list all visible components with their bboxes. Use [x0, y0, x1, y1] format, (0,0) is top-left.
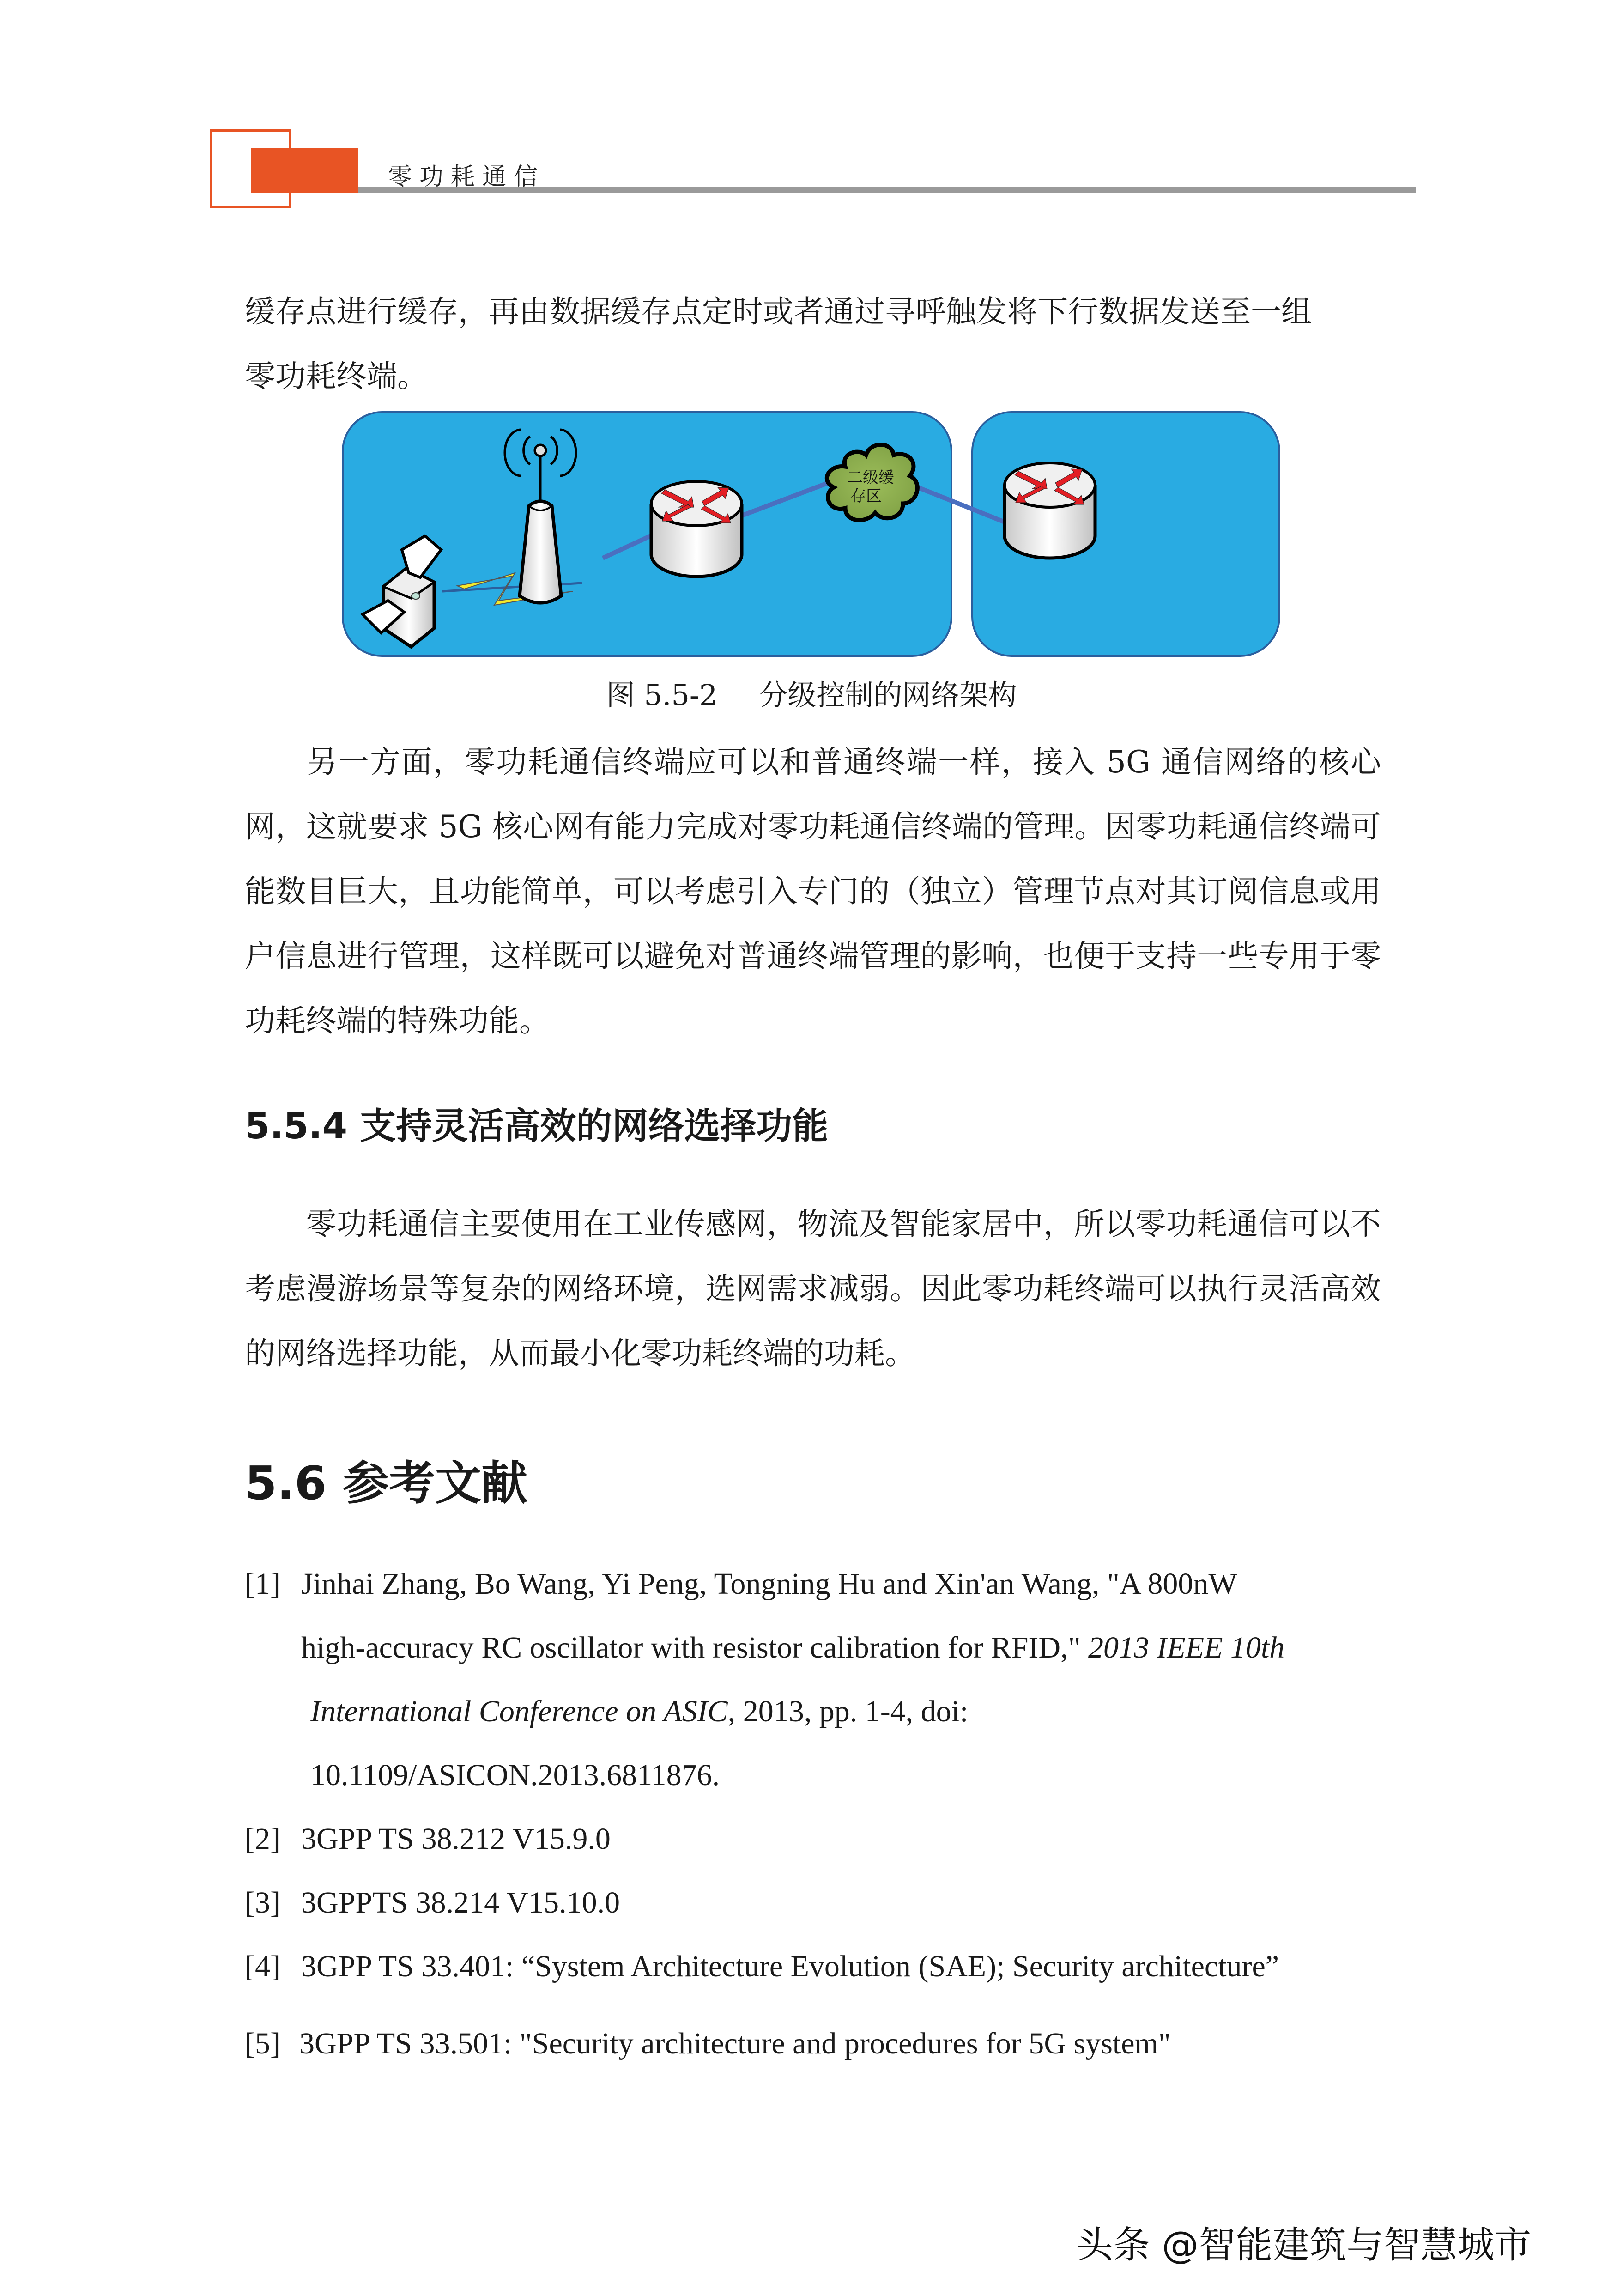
svg-text:二级缓: 二级缓 [847, 468, 894, 487]
section-heading-5-6: 5.6 参考文献 [245, 1456, 527, 1510]
figure-title: 分级控制的网络架构 [759, 678, 1017, 712]
section-heading-5-5-4: 5.5.4 支持灵活高效的网络选择功能 [245, 1105, 829, 1147]
paragraph-core-network: 另一方面，零功耗通信终端应可以和普通终端一样，接入 5G 通信网络的核心网，这就要求 5G 核心网有能力完成对零功耗通信终端的管理。因零功耗通信终端可能数目巨大，且功能简单，可以考虑引入专门的（独立）管理节点对其订阅信息或用户信息进行管理，这样既可以避免对普通终端管理的影响，也便于支持一些专用于零功耗终端的特殊功能。 [245, 744, 1381, 1039]
figure-caption [0, 672, 1623, 713]
core-router-icon [1005, 463, 1095, 558]
paragraph-continuation [245, 279, 1381, 409]
paragraph-network-selection: 零功耗通信主要使用在工业传感网，物流及智能家居中，所以零功耗通信可以不考虑漫游场景等复杂的网络环境，选网需求减弱。因此零功耗终端可以执行灵活高效的网络选择功能，从而最小化零功耗终端的功耗。 [245, 1206, 1381, 1371]
source-watermark: 头条 @智能建筑与智慧城市 [1076, 2223, 1532, 2266]
paragraph-line: 零功耗终端。 [245, 358, 428, 394]
reference-item-4: [4] 3GPP TS 33.401: “System Architecture Evolution (SAE); Security architecture” [245, 1950, 1279, 1983]
running-title: 零功耗通信 [388, 163, 545, 191]
svg-text:存区: 存区 [850, 487, 882, 505]
network-architecture-figure [342, 411, 1284, 661]
header-accent-block [251, 148, 358, 193]
reference-item-3: [3] 3GPPTS 38.214 V15.10.0 [245, 1886, 620, 1919]
reference-item-5: [5] 3GPP TS 33.501: "Security architecture and procedures for 5G system" [245, 2027, 1171, 2060]
router-icon [651, 481, 742, 577]
figure-number: 图 5.5-2 [606, 678, 718, 712]
reference-item-2: [2] 3GPP TS 38.212 V15.9.0 [245, 1822, 611, 1856]
reference-item-1: [1] Jinhai Zhang, Bo Wang, Yi Peng, Tongning Hu and Xin'an Wang, "A 800nW high-accuracy RC oscillator with resistor calibration for RFID," 2013 IEEE 10th International Conference on ASIC, 2013, pp. 1-4, doi: 10.1109/ASICON.2013.6811876. [245, 1567, 1285, 1792]
paragraph-line: 缓存点进行缓存，再由数据缓存点定时或者通过寻呼触发将下行数据发送至一组 [245, 294, 1312, 329]
